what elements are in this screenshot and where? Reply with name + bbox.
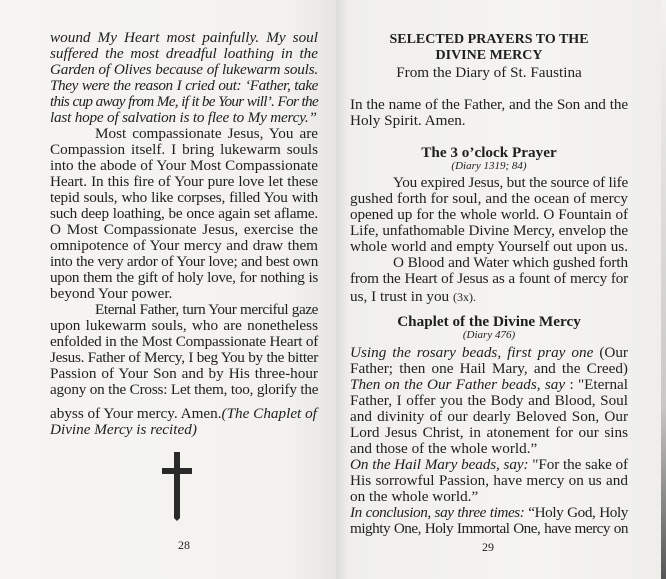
text-line: upon lukewarm souls, who are nonetheless xyxy=(50,317,318,334)
text-line: upon them the gift of holy love, for nothing is xyxy=(50,269,318,286)
text-line xyxy=(350,377,628,393)
text-line: beyond Your power. xyxy=(50,285,173,302)
text-line: omnipotence of Your mercy and draw them xyxy=(50,237,318,254)
text-line: In the name of the Father, and the Son and the xyxy=(350,96,628,113)
text-regular: : "Eternal xyxy=(569,376,628,393)
text-line: Eternal Father, turn Your merciful gaze xyxy=(95,301,318,318)
section-heading: Chaplet of the Divine Mercy xyxy=(397,313,581,330)
text-line: Divine Mercy is recited) xyxy=(50,421,197,438)
text-line: opened up for the whole world. O Fountain of xyxy=(350,206,628,223)
text-line: Father; then one Hail Mary, and the Creed) xyxy=(350,360,628,377)
page-number: 28 xyxy=(178,538,190,552)
text-line: O Most Compassionate Jesus, exercise the xyxy=(50,221,318,238)
text-line xyxy=(350,505,628,521)
diary-reference: (Diary 1319; 84) xyxy=(451,160,527,172)
section-heading: The 3 o’clock Prayer xyxy=(421,144,557,161)
text-line xyxy=(350,457,628,473)
cross-icon xyxy=(160,450,194,522)
page-title: DIVINE MERCY xyxy=(435,48,543,63)
text-line: Most compassionate Jesus, You are xyxy=(95,125,318,142)
text-line: agony on the Cross: Let them, too, glorify the xyxy=(50,381,319,398)
text-suffix: (3x). xyxy=(452,290,476,304)
text-line: suffered the most dreadful loathing in the xyxy=(50,45,318,62)
text-regular: us, I trust in you xyxy=(350,288,450,305)
text-line: and divinity of our dearly Beloved Son, Our xyxy=(350,408,628,425)
right-page xyxy=(336,0,666,579)
text-line: They were the reason I cried out: ‘Father, take xyxy=(50,77,318,94)
text-line: O Blood and Water which gushed forth xyxy=(393,254,628,271)
text-regular: “Holy God, Holy xyxy=(528,504,628,521)
text-line: His sorrowful Passion, have mercy on us and xyxy=(350,472,628,489)
text-line: such deep loathing, be once again set aflame. xyxy=(50,205,318,222)
page-number: 29 xyxy=(482,540,494,554)
text-line xyxy=(350,289,476,305)
text-line xyxy=(350,345,628,361)
text-italic: On the Hail Mary beads, say: xyxy=(350,456,529,473)
text-line: this cup away from Me, if it be Your will’. For the xyxy=(50,93,318,110)
text-line: last hope of salvation is to flee to My mercy.” xyxy=(50,109,317,126)
text-line: Garden of Olives because of lukewarm souls. xyxy=(50,61,318,78)
text-line: Holy Spirit. Amen. xyxy=(350,112,466,129)
text-line: from the Heart of Jesus as a fount of mercy for xyxy=(350,270,628,287)
text-line: enfolded in the Most Compassionate Heart of xyxy=(50,333,319,350)
text-line: Life, unfathomable Divine Mercy, envelop the xyxy=(350,222,628,239)
text-line: and those of the whole world.” xyxy=(350,440,538,457)
text-regular: (Our xyxy=(599,344,628,361)
page-title: SELECTED PRAYERS TO THE xyxy=(389,32,589,47)
text-italic: (The Chaplet of xyxy=(221,405,317,422)
text-regular: abyss of Your mercy. Amen. xyxy=(50,405,222,422)
text-line: gushed forth for soul, and the ocean of mercy xyxy=(350,190,628,207)
text-line: mighty One, Holy Immortal One, have mercy on xyxy=(350,520,628,537)
text-line: Jesus. Father of Mercy, I beg You by the bitter xyxy=(50,349,318,366)
subtitle: From the Diary of St. Faustina xyxy=(396,64,582,81)
text-line xyxy=(50,406,318,422)
text-line: whole world and empty Yourself out upon us. xyxy=(350,238,628,255)
text-line: Passion of Your Son and by His three-hour xyxy=(50,365,318,382)
text-line: on the whole world.” xyxy=(350,488,479,505)
diary-reference: (Diary 476) xyxy=(462,329,516,341)
text-line: wound My Heart most painfully. My soul xyxy=(50,29,318,46)
text-line: Father, I offer you the Body and Blood, Soul xyxy=(350,392,628,409)
text-line: Lord Jesus Christ, in atonement for our sins xyxy=(350,424,628,441)
text-regular: "For the sake of xyxy=(532,456,629,473)
text-line: You expired Jesus, but the source of life xyxy=(393,174,628,191)
text-italic: Using the rosary beads, first pray one xyxy=(350,344,594,361)
text-line: into the abode of Your Most Compassionate xyxy=(50,157,318,174)
text-line: into the very ardor of Your love; and best own xyxy=(50,253,318,270)
text-italic: In conclusion, say three times: xyxy=(350,504,525,521)
text-italic: Then on the Our Father beads, say xyxy=(350,376,566,393)
text-line: Compassion itself. I bring lukewarm souls xyxy=(50,141,318,158)
text-line: Heart. In this fire of Your pure love let these xyxy=(50,173,318,190)
text-line: tepid souls, who like corpses, filled You with xyxy=(50,189,318,206)
